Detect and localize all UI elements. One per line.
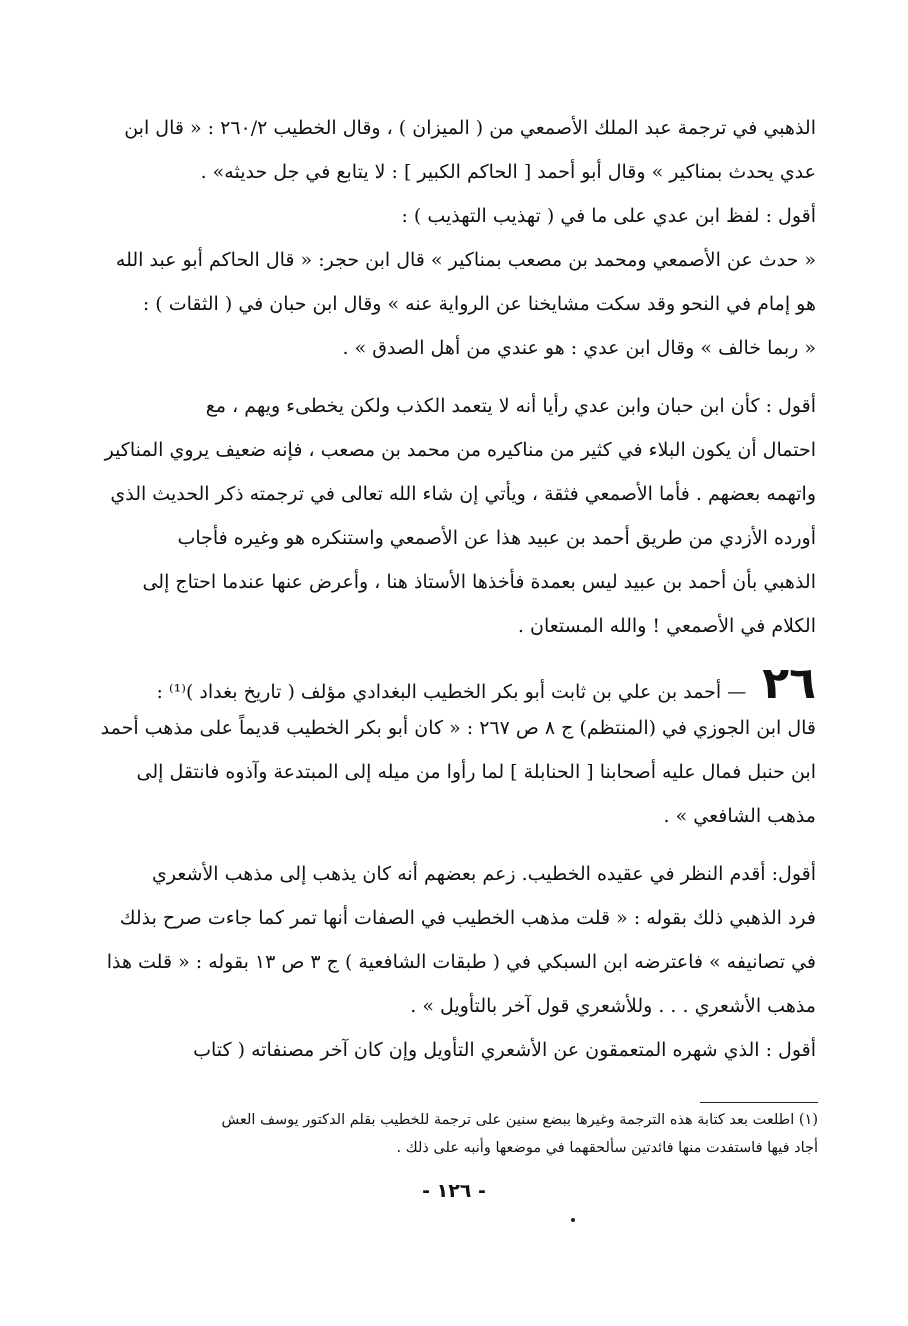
text-line: أورده الأزدي من طريق أحمد بن عبيد هذا عن الأصمعي واستنكره هو وغيره فأجاب <box>177 527 816 549</box>
paragraph-3 <box>94 852 816 1028</box>
text-line: عدي يحدث بمناكير » وقال أبو أحمد [ الحاكم الكبير ] : لا يتابع في جل حديثه» . <box>200 161 816 183</box>
footnote-divider <box>700 1102 818 1103</box>
text-line: احتمال أن يكون البلاء في كثير من مناكيره من محمد بن مصعب ، فإنه ضعيف يروي المناكير <box>104 439 816 461</box>
entry-title: — أحمد بن علي بن ثابت أبو بكر الخطيب البغدادي مؤلف ( تاريخ بغداد )⁽¹⁾ : <box>156 681 747 703</box>
text-line: « ربما خالف » وقال ابن عدي : هو عندي من أهل الصدق » . <box>342 337 816 359</box>
text-line: واتهمه بعضهم . فأما الأصمعي فثقة ، ويأتي إن شاء الله تعالى في ترجمته ذكر الحديث الذي <box>110 483 816 505</box>
paragraph-4 <box>94 1028 816 1072</box>
page-number: - ١٢٦ - <box>422 1180 486 1202</box>
text-line: في تصانيفه » فاعترضه ابن السبكي في ( طبقات الشافعية ) ج ٣ ص ١٣ بقوله : « قلت هذا <box>106 951 816 973</box>
text-line: الذهبي بأن أحمد بن عبيد ليس بعمدة فأخذها الأستاذ هنا ، وأعرض عنها عندما احتاج إلى <box>142 571 816 593</box>
footnote-line: (١) اطلعت بعد كتابة هذه الترجمة وغيرها ببضع سنين على ترجمة للخطيب بقلم الدكتور يوسف العش <box>221 1112 818 1128</box>
paragraph-1 <box>94 106 816 370</box>
text-line: هو إمام في النحو وقد سكت مشايخنا عن الرواية عنه » وقال ابن حبان في ( الثقات ) : <box>142 293 816 315</box>
text-line: فرد الذهبي ذلك بقوله : « قلت مذهب الخطيب في الصفات أنها تمر كما جاءت صرح بذلك <box>119 907 816 929</box>
text-line: قال ابن الجوزي في (المنتظم) ج ٨ ص ٢٦٧ : « كان أبو بكر الخطيب قديماً على مذهب أحمد <box>100 717 816 739</box>
footnotes <box>94 1106 818 1162</box>
text-line: الذهبي في ترجمة عبد الملك الأصمعي من ( الميزان ) ، وقال الخطيب ٢٦٠/٢ : « قال ابن <box>124 117 816 139</box>
text-line: أقول : لفظ ابن عدي على ما في ( تهذيب التهذيب ) : <box>401 205 816 227</box>
text-line: أقول : الذي شهره المتعمقون عن الأشعري التأويل وإن كان آخر مصنفاته ( كتاب <box>193 1039 816 1061</box>
entry-heading <box>94 662 816 706</box>
text-line: مذهب الشافعي » . <box>663 805 816 827</box>
entry-section <box>94 662 816 838</box>
text-line: الكلام في الأصمعي ! والله المستعان . <box>517 615 816 637</box>
text-line: أقول : كأن ابن حبان وابن عدي رأيا أنه لا يتعمد الكذب ولكن يخطىء ويهم ، مع <box>205 395 816 417</box>
text-line: ابن حنبل فمال عليه أصحابنا [ الحنابلة ] لما رأوا من ميله إلى المبتدعة وآذوه فانتقل إلى <box>136 761 816 783</box>
text-line: « حدث عن الأصمعي ومحمد بن مصعب بمناكير » قال ابن حجر: « قال الحاكم أبو عبد الله <box>115 249 816 271</box>
entry-number: ٢٦ <box>762 662 816 706</box>
text-line: مذهب الأشعري . . . وللأشعري قول آخر بالتأويل » . <box>410 995 816 1017</box>
main-text <box>94 106 816 1072</box>
ink-dot <box>571 1218 575 1222</box>
text-line: أقول: أقدم النظر في عقيده الخطيب. زعم بعضهم أنه كان يذهب إلى مذهب الأشعري <box>152 863 816 885</box>
footnote-line: أجاد فيها فاستفدت منها فائدتين سألحقهما في موضعها وأنبه على ذلك . <box>396 1140 818 1156</box>
paragraph-2 <box>94 384 816 648</box>
